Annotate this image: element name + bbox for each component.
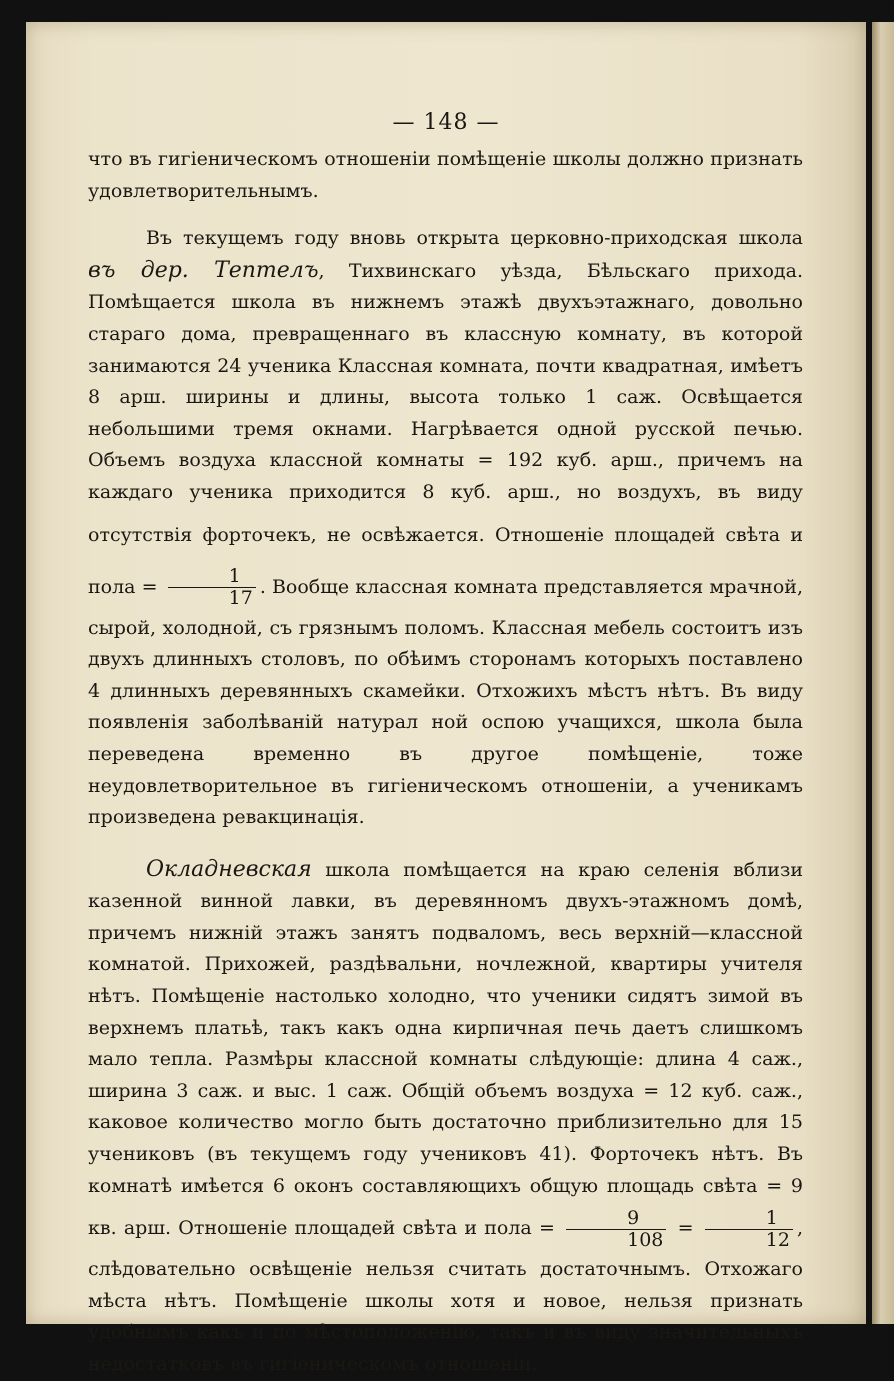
paragraph-okladnevskaya-school <box>88 854 803 1381</box>
fraction-numerator: 1 <box>705 1208 793 1230</box>
fraction-light-floor <box>168 566 256 609</box>
fraction-denominator: 17 <box>228 587 253 610</box>
paragraph-continuation: что въ гигіеническомъ отношеніи помѣщеніе школы должно признать удовлетворительнымъ. <box>88 148 803 202</box>
paragraph-tail: . Вообще классная комната представляется мрачной, сырой, холодной, съ грязнымъ поломъ. Классная мебель состоитъ изъ двухъ длинныхъ столовъ, по обѣимъ сторонамъ которыхъ поставлено 4 длинныхъ деревянныхъ скамейки. Отхожихъ мѣстъ нѣтъ. Въ виду появленія заболѣваній натурал ной оспою учащихся, школа была переведена временно въ другое помѣщеніе, тоже неудовлетворительное въ гигіеническомъ отношеніи, а ученикамъ произведена ревакцинація. <box>88 575 803 829</box>
school-name-okladnevskaya: Окладневская <box>146 856 312 882</box>
equals-sign: = <box>677 1217 694 1240</box>
ratio-prefix: Отношеніе площадей свѣта и пола = <box>178 1217 555 1240</box>
paragraph-body: , Тихвинскаго уѣзда, Бѣльскаго прихода. Помѣщается школа въ нижнемъ этажѣ двухъэтажнаго, довольно стараго дома, превращеннаго въ классную комнату, въ которой занимаются 24 ученика Классная комната, почти квадратная, имѣетъ 8 арш. ширины и длины, высота только 1 саж. Освѣщается небольшими тремя окнами. Нагрѣвается одной русской печью. Объемъ воздуха классной комнаты = 192 куб. арш., причемъ на каждаго ученика приходится 8 куб. арш., но воздухъ, въ виду отсутствія форточекъ, <box>88 259 803 546</box>
page-number: — 148 — <box>392 110 500 135</box>
paragraph-teptel-school <box>88 223 803 834</box>
paragraph-lead: Въ текущемъ году вновь открыта церковно-приходская школа <box>146 227 803 250</box>
ratio-prefix: не освѣжается. Отношеніе площадей свѣта и пола = <box>88 523 803 598</box>
book-page <box>26 22 866 1375</box>
page-edge <box>872 22 894 1324</box>
fraction-denominator: 12 <box>765 1228 790 1251</box>
ratio-formula <box>178 1206 797 1251</box>
place-name-teptel: въ дер. Тептелъ <box>88 257 319 283</box>
page-body <box>88 144 803 1381</box>
paragraph-tail: , слѣдовательно освѣщеніе нельзя считать достаточнымъ. Отхожаго мѣста нѣтъ. Помѣщеніе школы хотя и новое, нельзя признать удобнымъ какъ и по мѣстоположенію, такъ и въ виду значительныхъ недостатковъ въ гигіеническомъ отношеніи. <box>88 1217 803 1375</box>
fraction-denominator: 108 <box>627 1228 664 1251</box>
paragraph-body: школа помѣщается на краю селенія вблизи казенной винной лавки, въ деревянномъ двухъ-этажномъ домѣ, причемъ нижній этажъ занятъ подваломъ, весь верхній—классной комнатой. Прихожей, раздѣвальни, ночлежной, квартиры учителя нѣтъ. Помѣщеніе настолько холодно, что ученики сидятъ зимой въ верхнемъ платьѣ, такъ какъ одна кирпичная печь даетъ слишкомъ мало тепла. Размѣры классной комнаты слѣдующіе: длина 4 саж., ширина 3 саж. и выс. 1 саж. Общій объемъ воздуха = 12 куб. саж., каковое количество могло быть достаточно приблизительно для 15 учениковъ (въ текущемъ году учениковъ 41). Форточекъ нѣтъ. Въ комнатѣ имѣется 6 оконъ составляющихъ общую площадь свѣта = 9 кв. арш. <box>88 858 803 1240</box>
fraction-9-108 <box>566 1208 666 1251</box>
fraction-numerator: 9 <box>566 1208 666 1230</box>
fraction-1-12 <box>705 1208 793 1251</box>
fraction-numerator: 1 <box>168 566 256 588</box>
